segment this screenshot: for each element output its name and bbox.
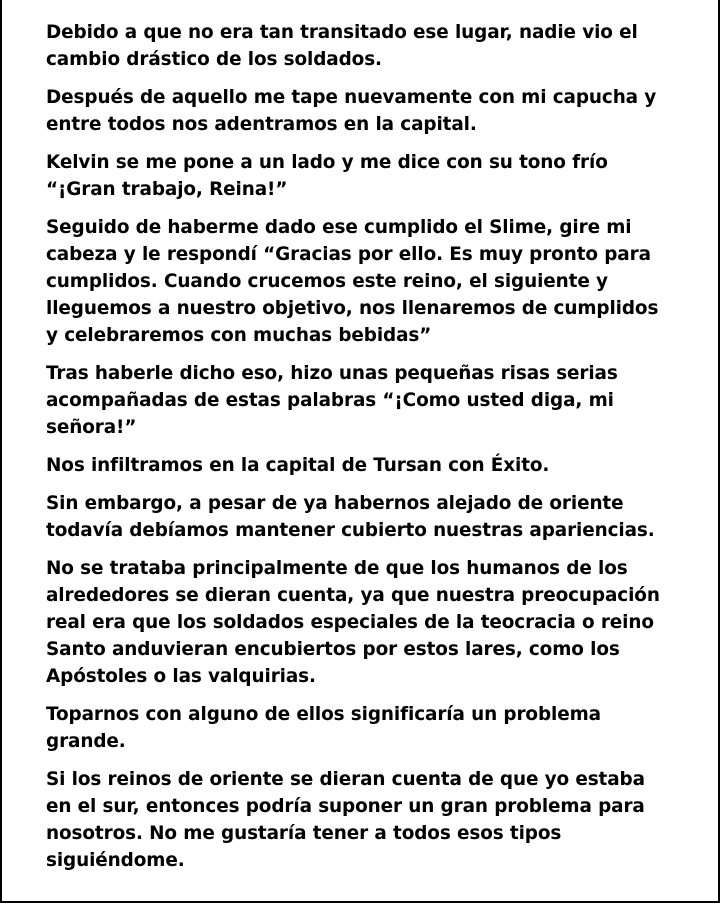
paragraph: Después de aquello me tape nuevamente con mi capucha y entre todos nos adentramos en la capital. [46,87,657,135]
paragraph: Tras haberle dicho eso, hizo unas pequeñas risas serias acompañadas de estas palabras “¡Como usted diga, mi señora!” [46,363,618,438]
paragraph: Sin embargo, a pesar de ya habernos alejado de oriente todavía debíamos mantener cubierto nuestras apariencias. [46,493,655,541]
paragraph: Debido a que no era tan transitado ese lugar, nadie vio el cambio drástico de los soldados. [46,22,638,70]
paragraph: Nos infiltramos en la capital de Tursan con Éxito. [46,455,550,476]
paragraph: Seguido de haberme dado ese cumplido el Slime, gire mi cabeza y le respondí “Gracias por ello. Es muy pronto para cumplidos. Cuando crucemos este reino, el siguiente y lleguemos a nuestro objetivo, nos llenaremos de cumplidos y celebraremos con muchas bebidas” [46,217,659,346]
paragraph: Kelvin se me pone a un lado y me dice con su tono frío “¡Gran trabajo, Reina!” [46,152,608,200]
paragraph: Si los reinos de oriente se dieran cuenta de que yo estaba en el sur, entonces podría suponer un gran problema para nosotros. No me gustaría tener a todos esos tipos siguiéndome. [46,769,645,871]
paragraph: Toparnos con alguno de ellos significaría un problema grande. [46,704,601,752]
paragraph: No se trataba principalmente de que los humanos de los alrededores se dieran cuenta, ya que nuestra preocupación real era que los soldados especiales de la teocracia o reino Santo anduvieran encubiertos por estos lares, como los Apóstoles o las valquirias. [46,558,660,687]
document-body [46,19,676,885]
